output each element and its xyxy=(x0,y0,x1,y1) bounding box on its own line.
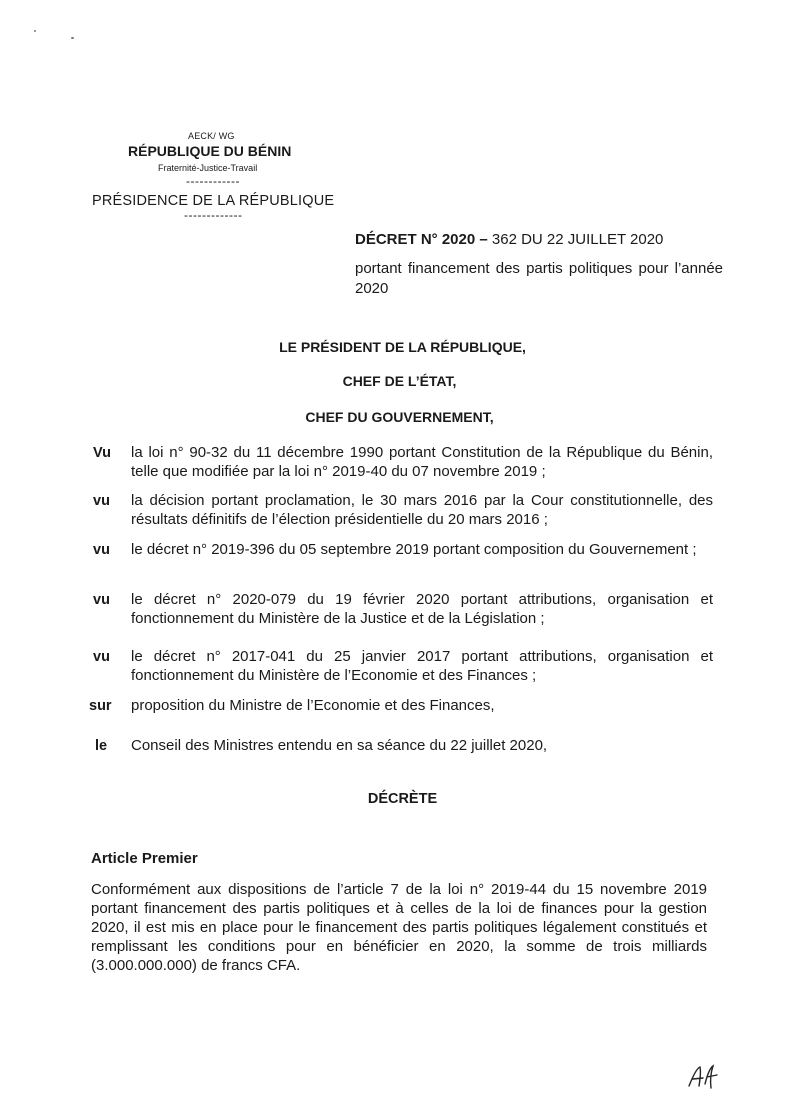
national-motto: Fraternité-Justice-Travail xyxy=(158,163,258,173)
article-title: Article Premier xyxy=(91,850,198,867)
presidence-heading: PRÉSIDENCE DE LA RÉPUBLIQUE xyxy=(92,193,335,209)
separator-line: ------------- xyxy=(184,208,243,222)
separator-line: ------------ xyxy=(186,174,240,188)
visa-key: vu xyxy=(93,493,110,509)
scan-speck xyxy=(71,37,74,39)
visa-key: vu xyxy=(93,542,110,558)
visa-text: la décision portant proclamation, le 30 mars 2016 par la Cour constitutionnelle, des résultats définitifs de l’élection présidentielle du 20 mars 2016 ; xyxy=(131,492,713,528)
reference-code: AECK/ WG xyxy=(188,131,235,141)
decree-title xyxy=(355,231,663,248)
decree-date: 362 DU 22 JUILLET 2020 xyxy=(487,231,664,248)
decrete-heading: DÉCRÈTE xyxy=(367,791,438,807)
decree-subject: portant financement des partis politiques pour l’année 2020 xyxy=(355,260,723,297)
visa-key: vu xyxy=(93,649,110,665)
visa-text: Conseil des Ministres entendu en sa séance du 22 juillet 2020, xyxy=(131,737,548,754)
article-body: Conformément aux dispositions de l’article 7 de la loi n° 2019-44 du 15 novembre 2019 portant financement des partis politiques et à celles de la loi de finances pour la gestion 2020, il est mis en place pour le financement des partis politiques légalement constitués et remplissant les conditions pour en bénéficier en 2020, la somme de trois milliards (3.000.000.000) de francs CFA. xyxy=(91,881,707,974)
visa-text: le décret n° 2017-041 du 25 janvier 2017 portant attributions, organisation et fonctionnement du Ministère de l’Economie et des Finances ; xyxy=(131,648,713,684)
visa-key: le xyxy=(95,738,108,754)
visa-text: la loi n° 90-32 du 11 décembre 1990 portant Constitution de la République du Bénin, telle que modifiée par la loi n° 2019-40 du 07 novembre 2019 ; xyxy=(131,444,713,480)
authority-head-of-state: CHEF DE L’ÉTAT, xyxy=(342,373,457,389)
signature-initials xyxy=(685,1062,725,1092)
republic-name: RÉPUBLIQUE DU BÉNIN xyxy=(128,143,292,159)
visa-text: proposition du Ministre de l’Economie et des Finances, xyxy=(131,697,495,714)
authority-president: LE PRÉSIDENT DE LA RÉPUBLIQUE, xyxy=(279,339,526,355)
visa-text: le décret n° 2020-079 du 19 février 2020 portant attributions, organisation et fonctionnement du Ministère de la Justice et de la Législation ; xyxy=(131,591,713,627)
visa-key: Vu xyxy=(93,445,111,461)
decree-number: DÉCRET N° 2020 – xyxy=(355,231,488,248)
visa-text: le décret n° 2019-396 du 05 septembre 2019 portant composition du Gouvernement ; xyxy=(131,541,697,558)
visa-key: sur xyxy=(89,698,112,714)
authority-head-of-government: CHEF DU GOUVERNEMENT, xyxy=(305,409,494,425)
visa-key: vu xyxy=(93,592,110,608)
scan-speck xyxy=(34,30,36,32)
